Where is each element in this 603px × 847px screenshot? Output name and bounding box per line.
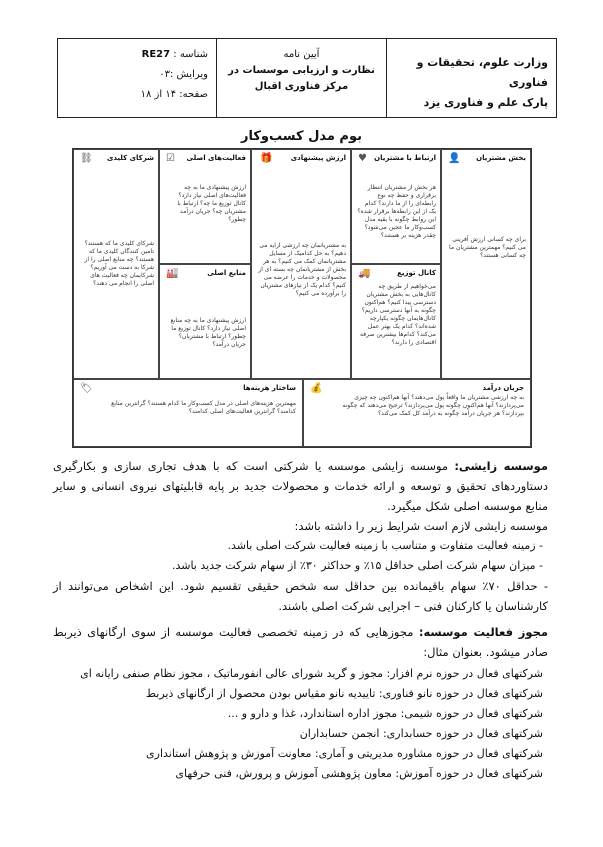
- block-customer-segments: [441, 149, 531, 379]
- example-5: شرکتهای فعال در حوزه مشاوره مدیریتی و آماری: معاونت آموزش و پژوهش استانداری: [146, 747, 543, 760]
- business-model-canvas: [72, 148, 532, 448]
- block-revenue-streams: [303, 379, 531, 447]
- block-key-resources: [159, 264, 251, 379]
- block-title: ارزش پیشنهادی: [290, 154, 346, 162]
- paragraph-license: [53, 622, 548, 662]
- money-bag-icon: 💰: [310, 383, 323, 394]
- block-value-proposition: [251, 149, 351, 379]
- tag-icon: 🏷: [80, 383, 93, 394]
- doc-id-value: RE27: [141, 49, 171, 60]
- example-3: شرکتهای فعال در حوزه شیمی: مجوز اداره استاندارد، غذا و دارو و ...: [227, 707, 543, 720]
- block-title: شرکای کلیدی: [106, 154, 154, 162]
- doc-version: ویرایش :۰۳: [159, 69, 208, 80]
- doc-id: [60, 45, 208, 65]
- org-line-1: وزارت علوم، تحقیقات و فناوری: [416, 56, 548, 89]
- doc-id-label: شناسه :: [173, 49, 208, 60]
- factory-icon: 🏭: [166, 268, 179, 279]
- header-title: [216, 39, 386, 117]
- truck-icon: 🚚: [358, 268, 371, 279]
- example-2: شرکتهای فعال در حوزه نانو فناوری: تاییدیه نانو مقیاس بودن محصول از ارگانهای ذیربط: [145, 687, 543, 700]
- block-text: هر بخش از مشتریان انتظار برقراری و حفظ چه نوع رابطه‌ای را از ما دارند؟ کدام یک از این رابطه‌ها برقرار شده؟ این روابط چگونه با بقیه مدل کسب‌وکار ما عجین می‌شود؟ چقدر هزینه بر هستند؟: [357, 184, 436, 239]
- doc-page: صفحه: ۱۴ از ۱۸: [140, 89, 208, 100]
- block-key-activities: [159, 149, 251, 264]
- title-line-2: نظارت و ارزیابی موسسات در: [228, 65, 375, 76]
- block-title: ساختار هزینه‌ها: [243, 384, 296, 392]
- chain-link-icon: ⛓: [80, 153, 93, 164]
- title-line-1: آیین نامه: [283, 49, 320, 60]
- condition-2: - میزان سهام شرکت اصلی حداقل ۱۵٪ و حداکثر ۳۰٪ از سهام شرکت جدید باشد.: [171, 559, 543, 572]
- block-title: ارتباط با مشتریان: [374, 154, 436, 162]
- block-text: می‌خواهیم از طریق چه کانال‌هایی به بخش مشتریان دسترسی پیدا کنیم؟ هم‌اکنون چگونه به آنها دسترسی داریم؟ کانال‌هایمان چگونه یکپارچه شده‌اند؟ کدام یک بهتر عمل می‌کند؟ کدام‌ها بیشترین صرفه اقتصادی را دارند؟: [360, 283, 436, 346]
- title-line-3: مرکز فناوری اقبال: [254, 81, 349, 92]
- block-title: بخش مشتریان: [476, 154, 526, 162]
- block-text: برای چه کسانی ارزش آفرینی می کنیم؟ مهمترین مشتریان ما چه کسانی هستند؟: [449, 236, 526, 259]
- person-icon: 👤: [448, 153, 461, 164]
- block-text: شرکای کلیدی ما که هستند؟ تامین کنندگان کلیدی ما که هستند؟ چه منابع اصلی را از شرکا به دست می آوریم؟ شرکایمان چه فعالیت های اصلی را انجام می دهند؟: [84, 240, 154, 287]
- block-customer-relationships: [351, 149, 441, 264]
- definition-license: مجوزهایی که در زمینه تخصصی فعالیت موسسه از سوی ارگانهای ذیربط صادر میشود. بعنوان مثال:: [53, 625, 548, 659]
- paragraph-spinoff: [53, 456, 548, 516]
- block-title: منابع اصلی: [207, 269, 246, 277]
- definition-spinoff: موسسه زایشی موسسه یا شرکتی است که با هدف تجاری سازی و بکارگیری دستاوردهای تحقیق و توسعه و ارائه خدمات و محصولات جدید بر پایه قابلیتهای نیروی انسانی و سایر منابع موسسه اصلی شکل میگیرد.: [53, 459, 548, 513]
- canvas-title: بوم مدل کسب‌وکار: [240, 129, 362, 144]
- condition-1: - زمینه فعالیت متفاوت و متناسب با زمینه فعالیت شرکت اصلی باشد.: [227, 539, 543, 552]
- org-line-2: پارک علم و فناوری یزد: [423, 96, 548, 109]
- header-organization: [386, 39, 556, 117]
- block-title: کانال توزیع: [397, 269, 436, 277]
- block-text: به مشتریانمان چه ارزشی ارایه می دهیم؟ به حل کدامیک از مسایل مشتریانمان کمک می کنیم؟ به هر بخش از مشتریانمان چه بسته ای از محصولات و خدمات را عرضه می کنیم؟ کدام یک از نیازهای مشتریان را برآورده می کنیم؟: [258, 242, 346, 297]
- heart-icon: ♥: [358, 153, 367, 164]
- header-meta: [56, 39, 216, 117]
- gift-icon: 🎁: [260, 153, 273, 164]
- block-key-partners: [73, 149, 159, 379]
- example-6: شرکتهای فعال در حوزه آموزش: معاون پژوهشی آموزش و پرورش، فنی حرفهای: [175, 767, 543, 780]
- example-4: شرکتهای فعال در حوزه حسابداری: انجمن حسابداران: [299, 727, 543, 740]
- example-1: شرکتهای فعال در حوزه نرم افزار: مجوز و گرید شورای عالی انفورماتیک ، مجوز نظام صنفی رایانه ای: [80, 667, 543, 680]
- checklist-icon: ☑: [166, 153, 175, 164]
- block-text: به چه ارزشی مشتریان ما واقعاً پول می‌دهند؟ آنها هم‌اکنون چه چیزی می‌پردازند؟ آنها هم‌اکنون چگونه پول می‌پردازند؟ ترجیح می‌دهند که چگونه بپردازند؟ هر جریان درآمد چگونه به درآمد کل کمک می‌کند؟: [342, 394, 524, 417]
- block-text: ارزش پیشنهادی ما به چه فعالیت‌های اصلی نیاز دارد؟ کانال توزیع ما چه؟ ارتباط با مشتریان چه؟ جریان درآمد چطور؟: [177, 184, 246, 223]
- term-spinoff: موسسه زایشی:: [454, 459, 548, 473]
- block-channels: [351, 264, 441, 379]
- document-header: [57, 38, 557, 118]
- block-title: جریان درآمد: [482, 384, 524, 392]
- block-text: مهمترین هزینه‌های اصلی در مدل کسب‌وکار ما کدام هستند؟ گرانترین منابع کدامند؟ گرانترین فعالیت‌های اصلی کدامند؟: [111, 400, 296, 415]
- block-title: فعالیت‌های اصلی: [186, 154, 246, 162]
- block-cost-structure: [73, 379, 303, 447]
- term-license: مجوز فعالیت موسسه:: [418, 625, 548, 639]
- block-text: ارزش پیشنهادی ما به چه منابع اصلی نیاز دارد؟ کانال توزیع ما چطور؟ ارتباط با مشتریان؟ جریان درآمد؟: [170, 317, 246, 348]
- paragraph-conditions-intro: موسسه زایشی لازم است شرایط زیر را داشته باشد:: [294, 519, 548, 533]
- condition-3: - حداقل ۷۰٪ سهام باقیمانده بین حداقل سه شخص حقیقی تقسیم شود. این اشخاص می‌توانند از کارشناسان یا کارکنان فنی – اجرایی شرکت اصلی باشند.: [53, 579, 548, 613]
